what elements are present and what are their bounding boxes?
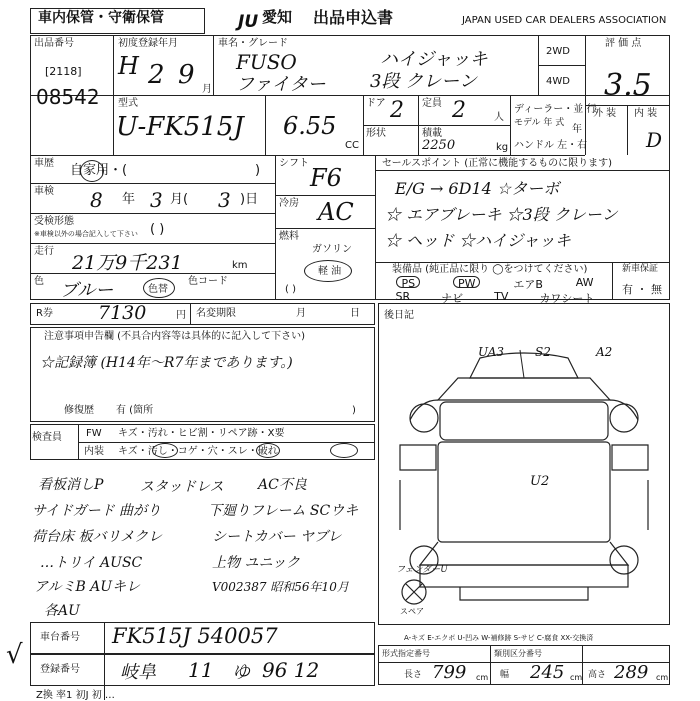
equip-navi: ナビ (441, 292, 464, 305)
interior-insp-label: 内装 (84, 446, 104, 457)
notes-label: 注意事項申告欄 (不具合内容等は具体的に記入して下さい) (44, 331, 305, 342)
new-warranty-label: 新車保証 (622, 264, 659, 274)
plate-class: 11 (188, 658, 214, 682)
equip-aw: AW (575, 276, 594, 289)
insp-year: 8 (90, 188, 103, 212)
remark-2a: サイドガード 曲がり (32, 503, 162, 519)
remark-3b: シートカバー ヤブレ (212, 529, 342, 545)
insp-year-unit: 年 (122, 192, 136, 207)
seats-label: 定員 (422, 98, 442, 109)
first-reg-label: 初度登録年月 (118, 38, 178, 49)
score-label: 評 価 点 (605, 38, 642, 49)
seats-value: 2 (452, 98, 466, 123)
repair-close: ) (352, 405, 356, 416)
car-grade-1: ハイジャッキ (380, 49, 488, 70)
car-grade-2: 3段 クレーン (370, 71, 477, 92)
doc-title: 出品申込書 (313, 8, 394, 27)
recycle-value: 7130 (98, 302, 147, 324)
chassis-label: 車台番号 (40, 632, 80, 643)
notes-line-1: ☆記録簿 (H14年〜R7年まであります。) (40, 355, 293, 371)
interior-grade: D (646, 128, 663, 152)
kg-unit: kg (496, 142, 509, 153)
remark-3a: 荷台床 板バリメクレ (32, 529, 163, 545)
equipment-row-1 (380, 276, 610, 291)
fuel-gasoline: ガソリン (312, 244, 352, 255)
insp-month-unit: 月( (170, 192, 189, 207)
equipment-row-2 (380, 290, 610, 305)
model-code: U-FK515J (116, 112, 244, 142)
remark-4a: …トリイ AUSC (40, 555, 143, 571)
fw-items: キズ・汚れ・ヒビ割・リペア跡・X要 (118, 428, 285, 439)
acceptance-paren: ( ) (150, 222, 165, 237)
fw-label: FW (86, 428, 102, 439)
equip-tv: TV (494, 290, 509, 303)
fuel-circle (304, 260, 352, 282)
fuel-label: 燃料 (279, 231, 299, 242)
equip-pw: PW (453, 276, 481, 288)
width-unit: cm (570, 673, 583, 682)
repair-label: 修復歴 (64, 405, 94, 416)
color-note: 色替 (148, 284, 168, 295)
damage-u2: U2 (530, 474, 550, 489)
color-label: 色 (34, 276, 44, 287)
length-unit: cm (476, 673, 489, 682)
width-value: 245 (530, 662, 565, 683)
length-label: 長さ (404, 670, 423, 680)
equip-ps: PS (396, 276, 420, 288)
plate-kana: ゆ (232, 662, 250, 683)
remark-6a: 各AU (44, 603, 80, 619)
check-mark: √ (6, 640, 23, 670)
equip-airbag: エアB (513, 278, 543, 291)
remark-1c: AC不良 (258, 477, 307, 493)
height-value: 289 (614, 662, 649, 683)
recycle-unit: 円 (176, 310, 186, 321)
drive-4wd: 4WD (546, 76, 570, 87)
history-circle (80, 160, 104, 182)
lot-label: 出品番号 (34, 38, 74, 49)
name-change-label: 名変期限 (196, 308, 236, 319)
damage-ua3: UA3 (478, 345, 505, 359)
damage-a2: A2 (596, 345, 613, 359)
fuel-diesel: 軽 油 (318, 266, 342, 277)
storage-label: 車内保管・守衛保管 (38, 10, 164, 26)
seats-unit: 人 (494, 112, 504, 123)
new-warranty-value: 有 ・ 無 (622, 283, 662, 296)
chassis-number: FK515J 540057 (112, 624, 278, 648)
remark-1a: 看板消しP (38, 477, 104, 493)
repair-value: 有 (箇所 (116, 405, 154, 416)
era: H (118, 52, 139, 80)
insp-day: 3 (218, 188, 231, 212)
car-damage-diagram (380, 330, 668, 625)
shift-value: F6 (310, 164, 342, 192)
km-unit: km (232, 260, 248, 271)
model-label: 型式 (118, 98, 138, 109)
selling-label: セールスポイント (正常に機能するものに限ります) (382, 158, 613, 169)
lot-number: 08542 (36, 85, 100, 109)
mileage-value: 21万9千231 (72, 252, 183, 274)
length-value: 799 (432, 662, 467, 683)
history-label: 車歴 (34, 158, 54, 169)
name-change-month: 月 (296, 308, 306, 319)
damage-legend: A-キズ E-エクボ U-凹み W-補修跡 S-サビ C-腐食 XX-交換済 (404, 634, 594, 642)
insp-month: 3 (150, 188, 163, 212)
remark-2b: 下廻りフレーム SCウキ (208, 503, 359, 519)
doors-label: ドア (366, 98, 386, 109)
rear-note-label: 後日記 (384, 310, 414, 321)
score-value: 3.5 (604, 68, 652, 103)
insp-day-unit: )日 (240, 192, 259, 207)
remark-5a: アルミB AUキレ (34, 579, 140, 595)
interior-mark-circle-2 (256, 443, 280, 458)
remark-4b: 上物 ユニック (212, 555, 300, 571)
inspection-label: 車検 (34, 186, 54, 197)
plate-number: 96 12 (262, 658, 320, 682)
width-label: 幅 (500, 670, 510, 680)
equip-sr: SR (395, 290, 411, 303)
doors-value: 2 (390, 98, 404, 123)
handle-label: ハンドル 左・右 (514, 140, 588, 151)
interior-label: 内 装 (634, 108, 658, 119)
car-name-2: ファイター (236, 74, 326, 95)
ac-label: 冷房 (279, 198, 299, 209)
car-name-1: FUSO (236, 50, 297, 74)
drive-2wd: 2WD (546, 46, 570, 57)
color-note-circle (143, 278, 175, 298)
model-year-label: モデル 年 式 (514, 118, 565, 128)
history-value: 自家用・( (70, 163, 128, 178)
reg-month: 9 (178, 60, 195, 90)
ju-logo: JU (238, 12, 259, 32)
remark-5b: V002387 昭和56年10月 (212, 580, 349, 594)
type-cert-label: 形式指定番号 (382, 649, 430, 658)
acceptance-label: 受検形態 (34, 216, 74, 227)
interior-mark-circle-3 (330, 443, 358, 458)
load-label: 積載 (422, 128, 442, 139)
category-label: 類別区分番号 (494, 649, 542, 658)
inspector-label: 検査員 (32, 432, 62, 443)
acceptance-note: ※車検以外の場合記入して下さい (34, 230, 138, 238)
bottom-row-text: Z換 率1 初J 初 … (36, 690, 115, 701)
selling-line-1: E/G → 6D14 ☆ターボ (395, 179, 560, 198)
remark-1b: スタッドレス (140, 479, 224, 495)
equipment-label: 装備品 (純正品に限り ◯をつけてください) (392, 264, 588, 275)
equip-leather-seat: カワシート (539, 292, 595, 305)
history-close: ) (255, 163, 261, 178)
color-code-label: 色コード (188, 276, 228, 287)
load-value: 2250 (422, 138, 456, 153)
mileage-label: 走行 (34, 246, 54, 257)
association-name: JAPAN USED CAR DEALERS ASSOCIATION (462, 15, 667, 26)
height-unit: cm (656, 673, 669, 682)
cc-unit: CC (345, 140, 359, 151)
ac-value: AC (318, 198, 354, 226)
dealer-label: ディーラー・並 行 (514, 104, 597, 115)
shape-label: 形状 (366, 128, 386, 139)
name-change-day: 日 (350, 308, 360, 319)
plate-label: 登録番号 (40, 664, 80, 675)
year-unit: 年 (572, 124, 582, 135)
fender-note: フェンダーU (396, 565, 448, 575)
exterior-label: 外 装 (593, 108, 617, 119)
recycle-label: R券 (36, 308, 53, 319)
interior-mark-circle-1 (152, 443, 178, 458)
org-name: 愛知 (262, 8, 293, 26)
selling-line-2: ☆ エアブレーキ ☆3段 クレーン (385, 205, 618, 224)
plate-area: 岐阜 (120, 662, 156, 683)
shift-label: シフト (279, 158, 309, 169)
reg-year: 2 (148, 60, 165, 90)
fuel-paren: ( ) (285, 284, 296, 295)
damage-s2: S2 (535, 345, 551, 359)
selling-line-3: ☆ ヘッド ☆ハイジャッキ (385, 231, 571, 250)
car-name-label: 車名・グレード (218, 38, 288, 49)
displacement: 6.55 (283, 112, 337, 140)
color-value: ブルー (60, 280, 114, 301)
lot-subnumber: [2118] (45, 65, 82, 78)
interior-items: キズ・汚し・コゲ・穴・スレ・破れ (118, 446, 278, 457)
spare-label: スペア (400, 607, 424, 616)
month-unit: 月 (202, 84, 212, 95)
height-label: 高さ (588, 670, 607, 680)
